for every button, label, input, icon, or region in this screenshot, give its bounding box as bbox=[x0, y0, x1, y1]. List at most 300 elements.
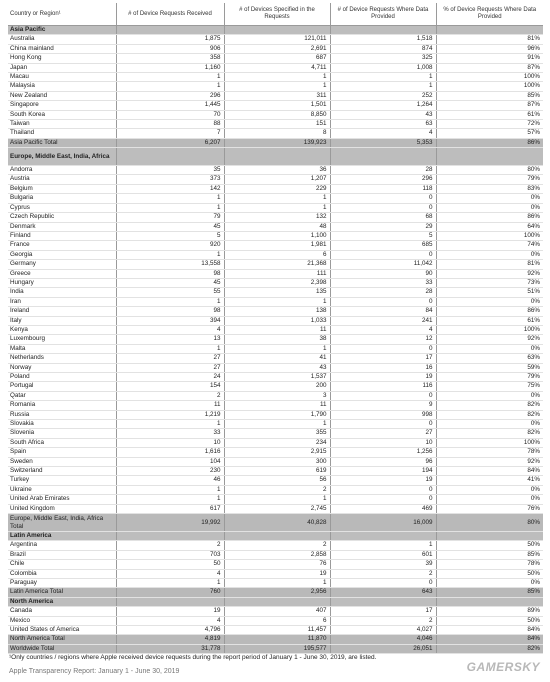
table-row bbox=[8, 541, 543, 550]
cell-requests-received: 19 bbox=[116, 607, 224, 616]
cell-requests-received: 358 bbox=[116, 54, 224, 63]
cell-requests-received: 1 bbox=[116, 297, 224, 306]
cell-percent-data-provided: 81% bbox=[436, 35, 543, 44]
cell-devices-specified: 11 bbox=[224, 325, 330, 334]
cell-percent-data-provided: 79% bbox=[436, 175, 543, 184]
cell-percent-data-provided: 89% bbox=[436, 607, 543, 616]
total-row bbox=[8, 644, 543, 653]
cell-requests-data-provided: 16 bbox=[330, 363, 436, 372]
cell-requests-received: 2 bbox=[116, 391, 224, 400]
cell-percent-data-provided: 91% bbox=[436, 54, 543, 63]
cell-country: Latin America Total bbox=[8, 588, 116, 597]
cell-devices-specified: 2,915 bbox=[224, 448, 330, 457]
table-row bbox=[8, 625, 543, 634]
cell-requests-data-provided: 9 bbox=[330, 401, 436, 410]
cell-requests-data-provided: 0 bbox=[330, 495, 436, 504]
cell-percent-data-provided: 64% bbox=[436, 222, 543, 231]
cell-country: Malaysia bbox=[8, 82, 116, 91]
cell-percent-data-provided: 81% bbox=[436, 260, 543, 269]
cell-requests-data-provided: 17 bbox=[330, 354, 436, 363]
table-row bbox=[8, 335, 543, 344]
cell-requests-data-provided: 2 bbox=[330, 616, 436, 625]
cell-devices-specified: 1,100 bbox=[224, 231, 330, 240]
cell-requests-received: 104 bbox=[116, 457, 224, 466]
cell-country: Argentina bbox=[8, 541, 116, 550]
cell-devices-specified: 8 bbox=[224, 129, 330, 138]
cell-percent-data-provided: 82% bbox=[436, 410, 543, 419]
cell-devices-specified: 1,207 bbox=[224, 175, 330, 184]
header-devices-specified: # of Devices Specified in the Requests bbox=[224, 3, 330, 26]
cell-percent-data-provided: 100% bbox=[436, 438, 543, 447]
header-requests-data-provided: # of Device Requests Where Data Provided bbox=[330, 3, 436, 26]
cell-percent-data-provided: 41% bbox=[436, 476, 543, 485]
cell-requests-received: 1 bbox=[116, 578, 224, 587]
cell-requests-data-provided: 241 bbox=[330, 316, 436, 325]
cell-percent-data-provided: 50% bbox=[436, 569, 543, 578]
cell-requests-data-provided: 29 bbox=[330, 222, 436, 231]
cell-country: Georgia bbox=[8, 250, 116, 259]
cell-percent-data-provided: 59% bbox=[436, 363, 543, 372]
cell-requests-received: 24 bbox=[116, 373, 224, 382]
cell-requests-data-provided: 5 bbox=[330, 231, 436, 240]
table-row bbox=[8, 54, 543, 63]
table-row bbox=[8, 504, 543, 513]
cell-requests-data-provided: 643 bbox=[330, 588, 436, 597]
table-body bbox=[8, 26, 543, 654]
cell-requests-received: 33 bbox=[116, 429, 224, 438]
table-row bbox=[8, 288, 543, 297]
cell-country: Asia Pacific Total bbox=[8, 138, 116, 147]
cell-percent-data-provided: 84% bbox=[436, 467, 543, 476]
cell-devices-specified: 1 bbox=[224, 420, 330, 429]
cell-requests-received bbox=[116, 597, 224, 606]
cell-requests-received: 1 bbox=[116, 420, 224, 429]
region-header-row bbox=[8, 26, 543, 35]
report-period-label: Apple Transparency Report: January 1 - June 30, 2019 bbox=[9, 668, 180, 675]
footnote: ¹Only countries / regions where Apple received device requests during the report period of January 1 - June 30, 2019, are listed. bbox=[9, 654, 377, 661]
cell-country: Poland bbox=[8, 373, 116, 382]
cell-country: Luxembourg bbox=[8, 335, 116, 344]
cell-requests-data-provided: 469 bbox=[330, 504, 436, 513]
cell-requests-data-provided: 68 bbox=[330, 213, 436, 222]
cell-country: South Africa bbox=[8, 438, 116, 447]
cell-devices-specified: 41 bbox=[224, 354, 330, 363]
cell-country: Ukraine bbox=[8, 485, 116, 494]
cell-devices-specified: 6 bbox=[224, 250, 330, 259]
cell-requests-data-provided: 43 bbox=[330, 110, 436, 119]
cell-requests-data-provided: 63 bbox=[330, 120, 436, 129]
cell-devices-specified: 135 bbox=[224, 288, 330, 297]
cell-requests-data-provided: 0 bbox=[330, 485, 436, 494]
cell-requests-data-provided: 296 bbox=[330, 175, 436, 184]
cell-country: Austria bbox=[8, 175, 116, 184]
cell-devices-specified: 76 bbox=[224, 560, 330, 569]
cell-country: Hong Kong bbox=[8, 54, 116, 63]
cell-requests-received: 45 bbox=[116, 278, 224, 287]
table-row bbox=[8, 550, 543, 559]
cell-devices-specified: 21,368 bbox=[224, 260, 330, 269]
cell-percent-data-provided: 84% bbox=[436, 625, 543, 634]
cell-percent-data-provided: 0% bbox=[436, 250, 543, 259]
cell-requests-received: 1 bbox=[116, 203, 224, 212]
cell-country: United Kingdom bbox=[8, 504, 116, 513]
cell-percent-data-provided: 74% bbox=[436, 241, 543, 250]
header-country: Country or Region¹ bbox=[8, 3, 116, 26]
cell-country: Taiwan bbox=[8, 120, 116, 129]
cell-requests-received: 7 bbox=[116, 129, 224, 138]
cell-requests-data-provided: 12 bbox=[330, 335, 436, 344]
cell-requests-received bbox=[116, 148, 224, 166]
cell-requests-received: 1,616 bbox=[116, 448, 224, 457]
cell-percent-data-provided: 78% bbox=[436, 560, 543, 569]
table-row bbox=[8, 120, 543, 129]
cell-requests-received: 45 bbox=[116, 222, 224, 231]
cell-country: Netherlands bbox=[8, 354, 116, 363]
total-row bbox=[8, 635, 543, 644]
cell-devices-specified: 111 bbox=[224, 269, 330, 278]
cell-percent-data-provided: 100% bbox=[436, 231, 543, 240]
cell-country: Belgium bbox=[8, 184, 116, 193]
cell-percent-data-provided: 96% bbox=[436, 44, 543, 53]
table-row bbox=[8, 616, 543, 625]
cell-requests-data-provided: 118 bbox=[330, 184, 436, 193]
cell-country: Hungary bbox=[8, 278, 116, 287]
cell-devices-specified: 229 bbox=[224, 184, 330, 193]
cell-devices-specified: 2 bbox=[224, 541, 330, 550]
cell-requests-data-provided: 252 bbox=[330, 91, 436, 100]
table-row bbox=[8, 260, 543, 269]
cell-devices-specified bbox=[224, 531, 330, 540]
cell-devices-specified: 2,398 bbox=[224, 278, 330, 287]
cell-percent-data-provided: 50% bbox=[436, 541, 543, 550]
cell-requests-received: 1 bbox=[116, 73, 224, 82]
cell-requests-received: 1 bbox=[116, 250, 224, 259]
cell-country: North America bbox=[8, 597, 116, 606]
report-table-container bbox=[8, 3, 543, 654]
cell-country: Asia Pacific bbox=[8, 26, 116, 35]
cell-percent-data-provided: 82% bbox=[436, 429, 543, 438]
table-row bbox=[8, 316, 543, 325]
cell-country: New Zealand bbox=[8, 91, 116, 100]
cell-devices-specified: 11 bbox=[224, 401, 330, 410]
cell-requests-data-provided: 0 bbox=[330, 297, 436, 306]
cell-country: Brazil bbox=[8, 550, 116, 559]
cell-requests-received: 50 bbox=[116, 560, 224, 569]
cell-country: Chile bbox=[8, 560, 116, 569]
cell-requests-data-provided: 4,027 bbox=[330, 625, 436, 634]
cell-country: Russia bbox=[8, 410, 116, 419]
region-header-row bbox=[8, 531, 543, 540]
cell-country: Andorra bbox=[8, 166, 116, 175]
cell-country: Italy bbox=[8, 316, 116, 325]
cell-requests-data-provided: 96 bbox=[330, 457, 436, 466]
cell-requests-received: 2 bbox=[116, 541, 224, 550]
cell-devices-specified: 1 bbox=[224, 203, 330, 212]
cell-country: Portugal bbox=[8, 382, 116, 391]
table-row bbox=[8, 44, 543, 53]
cell-devices-specified: 311 bbox=[224, 91, 330, 100]
cell-percent-data-provided: 100% bbox=[436, 82, 543, 91]
cell-country: Europe, Middle East, India, Africa Total bbox=[8, 514, 116, 532]
cell-country: Qatar bbox=[8, 391, 116, 400]
cell-devices-specified: 1,790 bbox=[224, 410, 330, 419]
cell-requests-received: 1 bbox=[116, 82, 224, 91]
cell-devices-specified: 8,850 bbox=[224, 110, 330, 119]
cell-requests-received: 1,445 bbox=[116, 101, 224, 110]
cell-requests-data-provided: 39 bbox=[330, 560, 436, 569]
table-row bbox=[8, 467, 543, 476]
cell-devices-specified: 200 bbox=[224, 382, 330, 391]
cell-requests-received: 79 bbox=[116, 213, 224, 222]
cell-requests-data-provided: 1,518 bbox=[330, 35, 436, 44]
cell-requests-data-provided: 19 bbox=[330, 476, 436, 485]
cell-percent-data-provided: 73% bbox=[436, 278, 543, 287]
cell-percent-data-provided: 86% bbox=[436, 138, 543, 147]
cell-requests-data-provided: 1 bbox=[330, 82, 436, 91]
cell-requests-received: 4,819 bbox=[116, 635, 224, 644]
cell-requests-data-provided: 0 bbox=[330, 391, 436, 400]
cell-percent-data-provided: 92% bbox=[436, 335, 543, 344]
table-row bbox=[8, 410, 543, 419]
table-row bbox=[8, 241, 543, 250]
cell-requests-received bbox=[116, 531, 224, 540]
cell-percent-data-provided: 0% bbox=[436, 203, 543, 212]
cell-country: France bbox=[8, 241, 116, 250]
table-row bbox=[8, 101, 543, 110]
cell-percent-data-provided: 86% bbox=[436, 213, 543, 222]
cell-requests-received: 11 bbox=[116, 401, 224, 410]
cell-devices-specified: 1,537 bbox=[224, 373, 330, 382]
cell-requests-received: 13 bbox=[116, 335, 224, 344]
cell-devices-specified: 138 bbox=[224, 307, 330, 316]
cell-percent-data-provided bbox=[436, 26, 543, 35]
cell-devices-specified: 151 bbox=[224, 120, 330, 129]
cell-devices-specified: 1 bbox=[224, 73, 330, 82]
cell-requests-received: 154 bbox=[116, 382, 224, 391]
cell-requests-data-provided: 0 bbox=[330, 420, 436, 429]
table-row bbox=[8, 420, 543, 429]
cell-country: Mexico bbox=[8, 616, 116, 625]
cell-requests-data-provided: 4,046 bbox=[330, 635, 436, 644]
cell-country: Japan bbox=[8, 63, 116, 72]
table-row bbox=[8, 35, 543, 44]
cell-requests-received: 35 bbox=[116, 166, 224, 175]
cell-requests-data-provided: 1,008 bbox=[330, 63, 436, 72]
table-row bbox=[8, 382, 543, 391]
cell-percent-data-provided: 0% bbox=[436, 297, 543, 306]
cell-country: Slovenia bbox=[8, 429, 116, 438]
cell-requests-data-provided: 874 bbox=[330, 44, 436, 53]
table-row bbox=[8, 129, 543, 138]
cell-devices-specified: 687 bbox=[224, 54, 330, 63]
cell-country: Australia bbox=[8, 35, 116, 44]
table-row bbox=[8, 560, 543, 569]
table-row bbox=[8, 457, 543, 466]
cell-country: Greece bbox=[8, 269, 116, 278]
cell-country: Romania bbox=[8, 401, 116, 410]
cell-devices-specified: 195,577 bbox=[224, 644, 330, 653]
cell-requests-received: 31,778 bbox=[116, 644, 224, 653]
cell-requests-data-provided: 27 bbox=[330, 429, 436, 438]
cell-country: Latin America bbox=[8, 531, 116, 540]
table-row bbox=[8, 231, 543, 240]
cell-requests-data-provided: 325 bbox=[330, 54, 436, 63]
cell-requests-received: 98 bbox=[116, 269, 224, 278]
cell-requests-received: 1 bbox=[116, 485, 224, 494]
cell-requests-data-provided: 601 bbox=[330, 550, 436, 559]
table-row bbox=[8, 297, 543, 306]
cell-country: Malta bbox=[8, 344, 116, 353]
cell-percent-data-provided: 82% bbox=[436, 401, 543, 410]
cell-percent-data-provided: 51% bbox=[436, 288, 543, 297]
cell-devices-specified: 407 bbox=[224, 607, 330, 616]
cell-devices-specified: 3 bbox=[224, 391, 330, 400]
cell-devices-specified: 1 bbox=[224, 82, 330, 91]
cell-devices-specified: 300 bbox=[224, 457, 330, 466]
cell-country: Germany bbox=[8, 260, 116, 269]
cell-percent-data-provided: 100% bbox=[436, 325, 543, 334]
table-row bbox=[8, 354, 543, 363]
table-row bbox=[8, 73, 543, 82]
cell-country: Cyprus bbox=[8, 203, 116, 212]
cell-country: Worldwide Total bbox=[8, 644, 116, 653]
cell-devices-specified: 1,981 bbox=[224, 241, 330, 250]
cell-country: Europe, Middle East, India, Africa bbox=[8, 148, 116, 166]
cell-requests-received: 920 bbox=[116, 241, 224, 250]
cell-requests-data-provided: 33 bbox=[330, 278, 436, 287]
cell-requests-received: 703 bbox=[116, 550, 224, 559]
cell-requests-data-provided: 16,009 bbox=[330, 514, 436, 532]
cell-requests-data-provided: 116 bbox=[330, 382, 436, 391]
cell-country: Finland bbox=[8, 231, 116, 240]
cell-requests-received: 617 bbox=[116, 504, 224, 513]
cell-country: Paraguay bbox=[8, 578, 116, 587]
cell-percent-data-provided: 85% bbox=[436, 91, 543, 100]
cell-devices-specified: 1 bbox=[224, 495, 330, 504]
table-row bbox=[8, 213, 543, 222]
cell-percent-data-provided: 0% bbox=[436, 194, 543, 203]
cell-percent-data-provided: 61% bbox=[436, 316, 543, 325]
cell-country: Kenya bbox=[8, 325, 116, 334]
cell-requests-data-provided: 19 bbox=[330, 373, 436, 382]
cell-requests-data-provided: 998 bbox=[330, 410, 436, 419]
cell-devices-specified: 36 bbox=[224, 166, 330, 175]
cell-requests-data-provided: 84 bbox=[330, 307, 436, 316]
cell-requests-data-provided bbox=[330, 531, 436, 540]
region-header-row bbox=[8, 148, 543, 166]
cell-country: Norway bbox=[8, 363, 116, 372]
cell-percent-data-provided: 92% bbox=[436, 457, 543, 466]
cell-devices-specified: 43 bbox=[224, 363, 330, 372]
table-row bbox=[8, 184, 543, 193]
table-row bbox=[8, 363, 543, 372]
cell-requests-data-provided: 11,042 bbox=[330, 260, 436, 269]
cell-country: Switzerland bbox=[8, 467, 116, 476]
cell-requests-data-provided: 1,256 bbox=[330, 448, 436, 457]
cell-devices-specified: 4,711 bbox=[224, 63, 330, 72]
cell-devices-specified: 2,691 bbox=[224, 44, 330, 53]
cell-devices-specified: 2,956 bbox=[224, 588, 330, 597]
cell-percent-data-provided: 92% bbox=[436, 269, 543, 278]
cell-percent-data-provided: 80% bbox=[436, 514, 543, 532]
cell-devices-specified: 132 bbox=[224, 213, 330, 222]
cell-devices-specified: 139,923 bbox=[224, 138, 330, 147]
cell-devices-specified: 19 bbox=[224, 569, 330, 578]
cell-devices-specified: 1,033 bbox=[224, 316, 330, 325]
cell-percent-data-provided: 57% bbox=[436, 129, 543, 138]
total-row bbox=[8, 138, 543, 147]
cell-requests-received: 4 bbox=[116, 325, 224, 334]
cell-devices-specified: 1,501 bbox=[224, 101, 330, 110]
cell-requests-received: 142 bbox=[116, 184, 224, 193]
cell-requests-received: 27 bbox=[116, 363, 224, 372]
cell-devices-specified: 121,011 bbox=[224, 35, 330, 44]
cell-requests-received: 230 bbox=[116, 467, 224, 476]
cell-percent-data-provided: 78% bbox=[436, 448, 543, 457]
cell-requests-data-provided: 1 bbox=[330, 541, 436, 550]
table-row bbox=[8, 82, 543, 91]
cell-country: Macau bbox=[8, 73, 116, 82]
cell-requests-data-provided bbox=[330, 148, 436, 166]
table-row bbox=[8, 91, 543, 100]
cell-percent-data-provided: 79% bbox=[436, 373, 543, 382]
cell-country: North America Total bbox=[8, 635, 116, 644]
cell-country: India bbox=[8, 288, 116, 297]
device-requests-table bbox=[8, 3, 543, 654]
cell-requests-received: 70 bbox=[116, 110, 224, 119]
cell-requests-data-provided: 28 bbox=[330, 288, 436, 297]
cell-country: Canada bbox=[8, 607, 116, 616]
cell-requests-data-provided: 5,353 bbox=[330, 138, 436, 147]
table-row bbox=[8, 250, 543, 259]
cell-requests-received: 1 bbox=[116, 194, 224, 203]
cell-requests-data-provided: 10 bbox=[330, 438, 436, 447]
table-row bbox=[8, 607, 543, 616]
cell-devices-specified: 38 bbox=[224, 335, 330, 344]
cell-percent-data-provided: 0% bbox=[436, 578, 543, 587]
table-row bbox=[8, 110, 543, 119]
cell-devices-specified: 40,828 bbox=[224, 514, 330, 532]
table-row bbox=[8, 448, 543, 457]
cell-devices-specified: 1 bbox=[224, 578, 330, 587]
cell-country: Denmark bbox=[8, 222, 116, 231]
cell-requests-data-provided: 0 bbox=[330, 194, 436, 203]
cell-requests-received: 394 bbox=[116, 316, 224, 325]
cell-country: Singapore bbox=[8, 101, 116, 110]
cell-requests-received bbox=[116, 26, 224, 35]
table-row bbox=[8, 307, 543, 316]
cell-devices-specified: 1 bbox=[224, 194, 330, 203]
total-row bbox=[8, 514, 543, 532]
cell-requests-data-provided: 0 bbox=[330, 578, 436, 587]
cell-requests-received: 13,558 bbox=[116, 260, 224, 269]
table-row bbox=[8, 63, 543, 72]
cell-percent-data-provided: 61% bbox=[436, 110, 543, 119]
cell-percent-data-provided bbox=[436, 597, 543, 606]
table-row bbox=[8, 485, 543, 494]
table-row bbox=[8, 438, 543, 447]
cell-devices-specified: 11,870 bbox=[224, 635, 330, 644]
cell-requests-received: 1 bbox=[116, 495, 224, 504]
cell-requests-data-provided bbox=[330, 26, 436, 35]
cell-percent-data-provided: 63% bbox=[436, 354, 543, 363]
cell-devices-specified: 234 bbox=[224, 438, 330, 447]
table-row bbox=[8, 401, 543, 410]
cell-country: Czech Republic bbox=[8, 213, 116, 222]
cell-percent-data-provided: 85% bbox=[436, 588, 543, 597]
cell-percent-data-provided bbox=[436, 148, 543, 166]
table-row bbox=[8, 325, 543, 334]
